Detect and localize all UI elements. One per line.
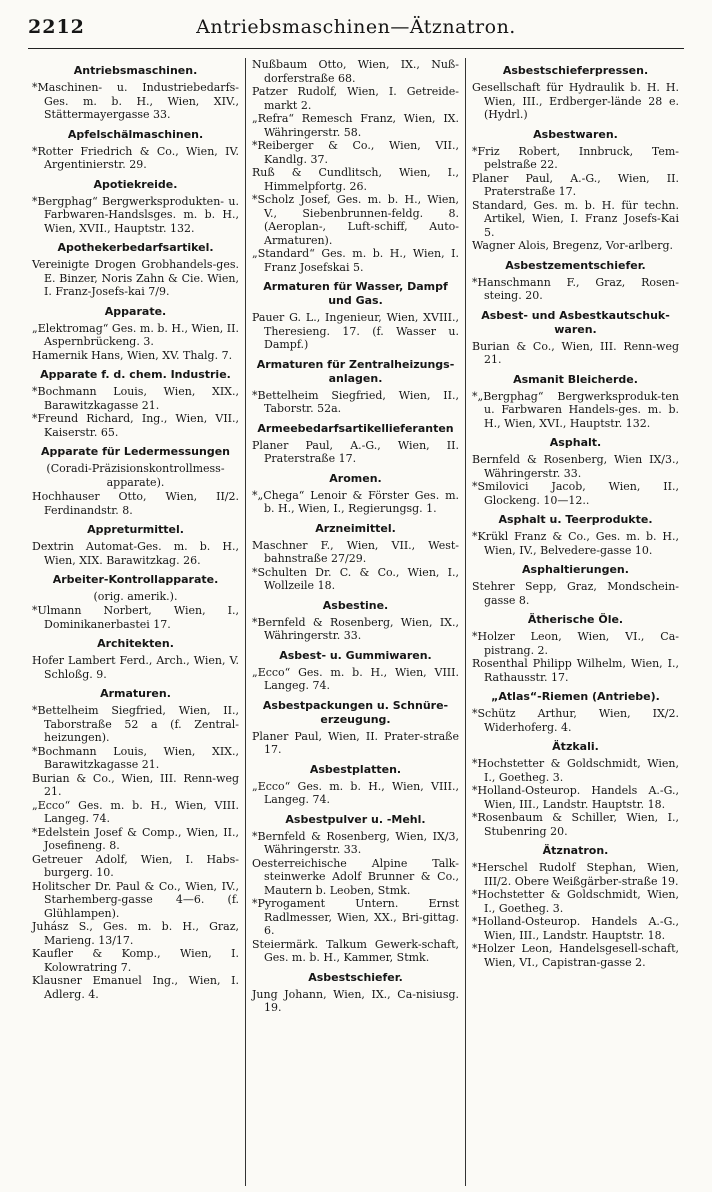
section-heading: Arzneimittel. bbox=[315, 521, 396, 535]
directory-entry: *Holland-Osteurop. Handels A.-G., Wien, III., Landstr. Hauptstr. 18. bbox=[472, 784, 679, 811]
columns bbox=[28, 58, 684, 1186]
directory-entry: Jung Johann, Wien, IX., Ca-nisiusg. 19. bbox=[252, 987, 459, 1014]
directory-entry: *Maschinen- u. Industriebedarfs-Ges. m. b. H., Wien, XIV., Stättermayergasse 33. bbox=[32, 81, 239, 121]
column-left bbox=[28, 58, 243, 1186]
section-heading: Asbestpackungen u. Schnüre-erzeugung. bbox=[262, 698, 449, 726]
directory-entry: *Schütz Arthur, Wien, IX/2. Widerhoferg. 4. bbox=[472, 707, 679, 734]
column-divider bbox=[465, 58, 466, 1186]
directory-entry: *Ulmann Norbert, Wien, I., Dominikanerbastei 17. bbox=[32, 604, 239, 631]
section-heading: Armaturen für Zentralheizungs-anlagen. bbox=[256, 357, 455, 385]
section-heading: Asbestzementschiefer. bbox=[505, 258, 646, 272]
section-heading: Apparate f. d. chem. Industrie. bbox=[40, 368, 231, 381]
directory-entry: Klausner Emanuel Ing., Wien, I. Adlerg. 4. bbox=[32, 974, 239, 1001]
directory-entry: Hochhauser Otto, Wien, II/2. Ferdinandstr. 8. bbox=[32, 490, 239, 517]
section-heading: Architekten. bbox=[97, 637, 174, 650]
directory-entry: „Standard“ Ges. m. b. H., Wien, I. Franz Josefskai 5. bbox=[252, 247, 459, 274]
directory-entry: *Holzer Leon, Handelsgesell-schaft, Wien, VI., Capistran-gasse 2. bbox=[472, 942, 679, 969]
directory-entry: *Bergphag“ Bergwerksprodukten- u. Farbwaren-Handslsges. m. b. H., Wien, XVII., Hauptstr. 132. bbox=[32, 194, 239, 235]
section-heading: Asphalt. bbox=[549, 436, 602, 449]
section-heading: Armaturen. bbox=[100, 687, 171, 700]
directory-entry: *Bochmann Louis, Wien, XIX., Barawitzkagasse 21. bbox=[32, 744, 239, 771]
directory-entry: *Hanschmann F., Graz, Rosen-steing. 20. bbox=[472, 275, 679, 302]
section-heading: Armaturen für Wasser, Dampf und Gas. bbox=[263, 280, 448, 307]
directory-entry: *„Bergphag“ Bergwerksproduk-ten u. Farbwaren Handels-ges. m. b. H., Wien, XVI., Hauptstr. 132. bbox=[472, 389, 679, 430]
directory-entry: *Smilovici Jacob, Wien, II., Glockeng. 10—12.. bbox=[472, 480, 679, 507]
directory-entry: *Herschel Rudolf Stephan, Wien, III/2. Obere Weißgärber-straße 19. bbox=[472, 861, 679, 888]
section-heading: Ätznatron. bbox=[542, 844, 609, 857]
section-heading: Asbestschiefer. bbox=[308, 970, 403, 984]
section-heading: Apparate für Ledermessungen bbox=[40, 445, 231, 458]
directory-entry: Vereinigte Drogen Grobhandels-ges. E. Binzer, Noris Zahn & Cie. Wien, I. Franz-Josefs-kai 7/9. bbox=[32, 258, 239, 298]
directory-entry: *Reiberger & Co., Wien, VII., Kandlg. 37. bbox=[252, 139, 459, 166]
section-heading: Asbestine. bbox=[322, 598, 389, 612]
directory-entry: Pauer G. L., Ingenieur, Wien, XVIII., Theresieng. 17. (f. Wasser u. Dampf.) bbox=[252, 311, 459, 351]
section-heading: Apparate. bbox=[104, 304, 167, 318]
section-heading: Asbestwaren. bbox=[533, 127, 618, 141]
directory-entry: Patzer Rudolf, Wien, I. Getreide-markt 2. bbox=[252, 85, 459, 112]
directory-entry: *Freund Richard, Ing., Wien, VII., Kaiserstr. 65. bbox=[32, 412, 239, 439]
directory-entry: Gesellschaft für Hydraulik b. H. H. Wien, III., Erdberger-lände 28 e. (Hydrl.) bbox=[472, 81, 679, 121]
directory-entry: *Krükl Franz & Co., Ges. m. b. H., Wien, IV., Belvedere-gasse 10. bbox=[472, 530, 679, 557]
directory-entry: Holitscher Dr. Paul & Co., Wien, IV., Starhemberg-gasse 4—6. (f. Glühlampen). bbox=[32, 879, 239, 920]
directory-entry: *Bernfeld & Rosenberg, Wien, IX., Währingerstr. 33. bbox=[252, 615, 459, 642]
directory-entry: *Schulten Dr. C. & Co., Wien, I., Wollzeile 18. bbox=[252, 565, 459, 592]
directory-entry: *Bettelheim Siegfried, Wien, II., Taborstraße 52 a (f. Zentral-heizungen). bbox=[32, 704, 239, 744]
directory-entry: Steiermärk. Talkum Gewerk-schaft, Ges. m. b. H., Kammer, Stmk. bbox=[252, 937, 459, 964]
directory-entry: Dextrin Automat-Ges. m. b. H., Wien, XIX. Barawitzkag. 26. bbox=[32, 540, 239, 567]
section-heading: Arbeiter-Kontrollapparate. bbox=[52, 573, 219, 586]
directory-entry: *Pyrogament Untern. Ernst Radlmesser, Wien, XX., Bri-gittag. 6. bbox=[252, 897, 459, 937]
directory-entry: Planer Paul, Wien, II. Prater-straße 17. bbox=[252, 729, 459, 756]
directory-entry: Burian & Co., Wien, III. Renn-weg 21. bbox=[472, 339, 679, 366]
column-right bbox=[468, 58, 683, 1186]
section-heading: Apfelschälmaschinen. bbox=[67, 127, 204, 141]
directory-entry: Standard, Ges. m. b. H. für techn. Artikel, Wien, I. Franz Josefs-Kai 5. bbox=[472, 198, 679, 239]
directory-entry: Juhász S., Ges. m. b. H., Graz, Marieng. 13/17. bbox=[32, 920, 239, 947]
page-header bbox=[28, 14, 684, 49]
page-number: 2212 bbox=[28, 16, 85, 38]
directory-entry: *Hochstetter & Goldschmidt, Wien, I., Goetheg. 3. bbox=[472, 888, 679, 915]
directory-entry: *Holland-Osteurop. Handels A.-G., Wien, III., Landstr. Hauptstr. 18. bbox=[472, 915, 679, 942]
directory-entry: *„Chega“ Lenoir & Förster Ges. m. b. H., Wien, I., Regierungsg. 1. bbox=[252, 488, 459, 515]
directory-entry: „Ecco“ Ges. m. b. H., Wien, VIII., Langeg. 74. bbox=[252, 779, 459, 806]
section-subheading: (Coradi-Präzisionskontrollmess-apparate). bbox=[46, 462, 225, 489]
directory-entry: „Refra“ Remesch Franz, Wien, IX. Währingerstr. 58. bbox=[252, 112, 459, 139]
section-heading: „Atlas“-Riemen (Antriebe). bbox=[491, 690, 660, 703]
directory-entry: *Bernfeld & Rosenberg, Wien, IX/3, Währingerstr. 33. bbox=[252, 829, 459, 856]
section-heading: Asbest- u. Gummiwaren. bbox=[279, 648, 432, 662]
directory-entry: Nußbaum Otto, Wien, IX., Nuß-dorferstraße 68. bbox=[252, 58, 459, 85]
section-heading: Asbestplatten. bbox=[309, 762, 402, 776]
directory-entry: „Ecco“ Ges. m. b. H., Wien, VIII. Langeg. 74. bbox=[252, 665, 459, 692]
directory-entry: *Bochmann Louis, Wien, XIX., Barawitzkagasse 21. bbox=[32, 385, 239, 412]
section-heading: Ätzkali. bbox=[552, 740, 599, 753]
section-heading: Apotiekreide. bbox=[93, 177, 178, 191]
directory-entry: Maschner F., Wien, VII., West-bahnstraße 27/29. bbox=[252, 538, 459, 565]
directory-entry: *Rotter Friedrich & Co., Wien, IV. Argentinierstr. 29. bbox=[32, 144, 239, 171]
directory-entry: Rosenthal Philipp Wilhelm, Wien, I., Rathausstr. 17. bbox=[472, 657, 679, 684]
section-subheading: (orig. amerik.). bbox=[93, 590, 178, 603]
section-heading: Aromen. bbox=[329, 471, 382, 485]
directory-entry: *Scholz Josef, Ges. m. b. H., Wien, V., Siebenbrunnen-feldg. 8. (Aeroplan-, Luft-schiff, Auto-Armaturen). bbox=[252, 193, 459, 247]
directory-entry: Wagner Alois, Bregenz, Vor-arlberg. bbox=[472, 239, 674, 252]
directory-entry: *Bettelheim Siegfried, Wien, II., Taborstr. 52a. bbox=[252, 388, 459, 415]
directory-entry: Ruß & Cundlitsch, Wien, I., Himmelpfortg. 26. bbox=[252, 166, 459, 193]
section-heading: Asbest- und Asbestkautschuk-waren. bbox=[481, 308, 670, 336]
section-heading: Asphalt u. Teerprodukte. bbox=[498, 513, 653, 526]
directory-entry: Planer Paul, A.-G., Wien, II. Praterstraße 17. bbox=[472, 171, 679, 198]
directory-entry: *Edelstein Josef & Comp., Wien, II., Josefineng. 8. bbox=[32, 825, 239, 852]
running-title: Antriebsmaschinen—Ätznatron. bbox=[196, 16, 516, 38]
directory-entry: „Ecco“ Ges. m. b. H., Wien, VIII. Langeg. 74. bbox=[32, 798, 239, 825]
column-divider bbox=[245, 58, 246, 1186]
directory-entry: Burian & Co., Wien, III. Renn-weg 21. bbox=[32, 771, 239, 798]
directory-entry: Getreuer Adolf, Wien, I. Habs-burgerg. 10. bbox=[32, 852, 239, 879]
section-heading: Apothekerbedarfsartikel. bbox=[57, 241, 214, 254]
section-heading: Armeebedarfsartikellieferanten bbox=[257, 421, 454, 435]
directory-entry: *Holzer Leon, Wien, VI., Ca-pistrang. 2. bbox=[472, 630, 679, 657]
section-heading: Appreturmittel. bbox=[87, 523, 184, 536]
directory-entry: Kaufler & Komp., Wien, I. Kolowratring 7. bbox=[32, 947, 239, 974]
directory-entry: Stehrer Sepp, Graz, Mondschein-gasse 8. bbox=[472, 580, 679, 607]
directory-entry: *Friz Robert, Innbruck, Tem-pelstraße 22. bbox=[472, 144, 679, 171]
directory-entry: Hofer Lambert Ferd., Arch., Wien, V. Schloßg. 9. bbox=[32, 654, 239, 681]
section-heading: Asphaltierungen. bbox=[522, 563, 629, 576]
column-middle bbox=[248, 58, 463, 1186]
directory-entry: *Hochstetter & Goldschmidt, Wien, I., Goetheg. 3. bbox=[472, 757, 679, 784]
directory-entry: Bernfeld & Rosenberg, Wien IX/3., Währingerstr. 33. bbox=[472, 453, 679, 480]
directory-entry: „Elektromag“ Ges. m. b. H., Wien, II. Aspernbrückeng. 3. bbox=[32, 321, 239, 348]
directory-entry: Oesterreichische Alpine Talk-steinwerke Adolf Brunner & Co., Mautern b. Leoben, Stmk. bbox=[252, 856, 459, 897]
section-heading: Asmanit Bleicherde. bbox=[513, 372, 638, 386]
section-heading: Asbestschieferpressen. bbox=[502, 64, 649, 77]
directory-entry: Planer Paul, A.-G., Wien, II. Praterstraße 17. bbox=[252, 438, 459, 465]
section-heading: Asbestpulver u. -Mehl. bbox=[285, 812, 426, 826]
directory-entry: *Rosenbaum & Schiller, Wien, I., Stubenring 20. bbox=[472, 811, 679, 838]
section-heading: Antriebsmaschinen. bbox=[73, 64, 198, 77]
section-heading: Ätherische Öle. bbox=[527, 613, 624, 626]
directory-entry: Hamernik Hans, Wien, XV. Thalg. 7. bbox=[32, 348, 233, 362]
